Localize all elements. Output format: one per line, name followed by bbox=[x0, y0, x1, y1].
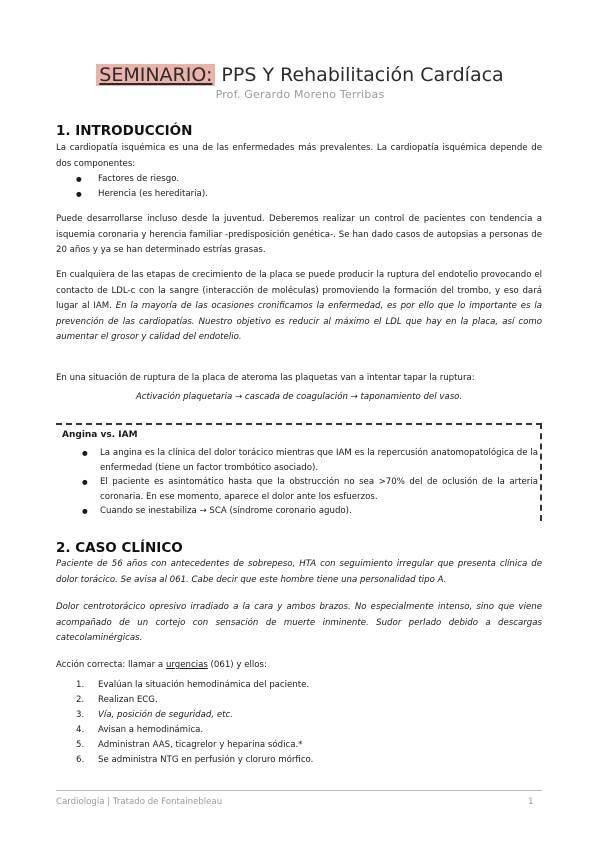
step-number: 6. bbox=[76, 755, 85, 765]
footer-text: Cardiología | Tratado de Fontainebleau bbox=[56, 797, 223, 807]
list-item bbox=[76, 723, 313, 738]
caso-paragraph-2: Dolor centrotorácico opresivo irradiado a la cara y ambos brazos. No especialmente intenso, sino que viene acompañado de un cortejo con sensación de muerte inminente. Sudor perlado debido a descargas catecolaminérgicas. bbox=[56, 602, 542, 643]
list-item bbox=[76, 753, 313, 768]
step-number: 3. bbox=[76, 710, 85, 720]
coagulation-cascade: Activación plaquetaria → cascada de coagulación → taponamiento del vaso. bbox=[135, 392, 463, 402]
page-title bbox=[0, 62, 600, 88]
section-heading-intro: 1. INTRODUCCIÓN bbox=[56, 123, 193, 139]
step-text: Realizan ECG. bbox=[98, 695, 158, 705]
steps-list bbox=[76, 678, 313, 768]
step-text: Administran AAS, ticagrelor y heparina sódica.* bbox=[98, 740, 303, 750]
urgencias-link[interactable]: urgencias bbox=[165, 660, 208, 670]
author-subtitle: Prof. Gerardo Moreno Terribas bbox=[215, 88, 385, 101]
list-item: ● Factores de riesgo. bbox=[76, 172, 208, 187]
list-item: ● El paciente es asintomático hasta que la obstrucción no sea >70% del de oclusión de la arteria coronaria. En ese momento, aparece el dolor ante los esfuerzos. bbox=[82, 475, 538, 504]
list-item: ● La angina es la clínica del dolor torácico mientras que IAM es la repercusión anatomopatológica de la enfermedad (tiene un factor trombótico asociado). bbox=[82, 446, 538, 475]
title-rest: PPS Y Rehabilitación Cardíaca bbox=[215, 64, 504, 86]
paragraph-3-italic: En la mayoría de las ocasiones cronificamos la enfermedad, es por ello que lo importante es la prevención de las cardiopatías. Nuestro objetivo es reducir al máximo el LDL que hay en la placa, así como aumentar el grosor y calidad del endotelio. bbox=[56, 301, 542, 342]
footer-divider bbox=[56, 790, 542, 791]
list-item: ● Herencia (es hereditaria). bbox=[76, 187, 208, 202]
intro-paragraph-1: La cardiopatía isquémica es una de las enfermedades más prevalentes. La cardiopatía isquémica depende de dos componentes: bbox=[56, 143, 542, 169]
paragraph-3-normal: En cualquiera de las etapas de crecimiento de la placa se puede producir la ruptura del endotelio provocando el contacto de LDL-c con la sangre (interacción de moléculas) promoviendo la formación del trombo, y eso dará lugar al IAM. bbox=[56, 270, 542, 311]
page-number: 1 bbox=[528, 797, 534, 807]
step-text: Evalúan la situación hemodinámica del paciente. bbox=[98, 680, 310, 690]
intro-paragraph-3 bbox=[56, 268, 542, 346]
accion-pre: Acción correcta: llamar a bbox=[56, 660, 166, 670]
list-item bbox=[76, 678, 313, 693]
caso-paragraph-1: Paciente de 56 años con antecedentes de sobrepeso, HTA con seguimiento irregular que presenta clínica de dolor torácico. Se avisa al 061. Cabe decir que este hombre tiene una personalidad tipo A. bbox=[56, 559, 542, 585]
step-text: Avisan a hemodinámica. bbox=[98, 725, 204, 735]
box-title: Angina vs. IAM bbox=[62, 430, 138, 440]
risk-list bbox=[76, 172, 208, 202]
title-highlight: SEMINARIO: bbox=[96, 64, 215, 86]
step-number: 2. bbox=[76, 695, 85, 705]
step-text: Vía, posición de seguridad, etc. bbox=[98, 710, 233, 720]
accion-line bbox=[56, 658, 542, 674]
section-heading-caso: 2. CASO CLÍNICO bbox=[56, 540, 183, 556]
list-item bbox=[76, 738, 313, 753]
list-item: ● Cuando se inestabiliza → SCA (síndrome coronario agudo). bbox=[82, 504, 538, 519]
step-number: 4. bbox=[76, 725, 85, 735]
intro-paragraph-4: En una situación de ruptura de la placa de ateroma las plaquetas van a intentar tapar la ruptura: bbox=[56, 373, 475, 383]
list-item bbox=[76, 708, 313, 723]
accion-post: (061) y ellos: bbox=[207, 660, 267, 670]
step-text: Se administra NTG en perfusión y cloruro mórfico. bbox=[98, 755, 314, 765]
box-list bbox=[82, 446, 538, 519]
list-item bbox=[76, 693, 313, 708]
step-number: 5. bbox=[76, 740, 85, 750]
step-number: 1. bbox=[76, 680, 85, 690]
intro-paragraph-2: Puede desarrollarse incluso desde la juventud. Deberemos realizar un control de pacientes con tendencia a isquemia coronaria y herencia familiar -predisposición genética-. Se han dado casos de autopsias a personas de 20 años y ya se han determinado estrías grasas. bbox=[56, 214, 542, 255]
